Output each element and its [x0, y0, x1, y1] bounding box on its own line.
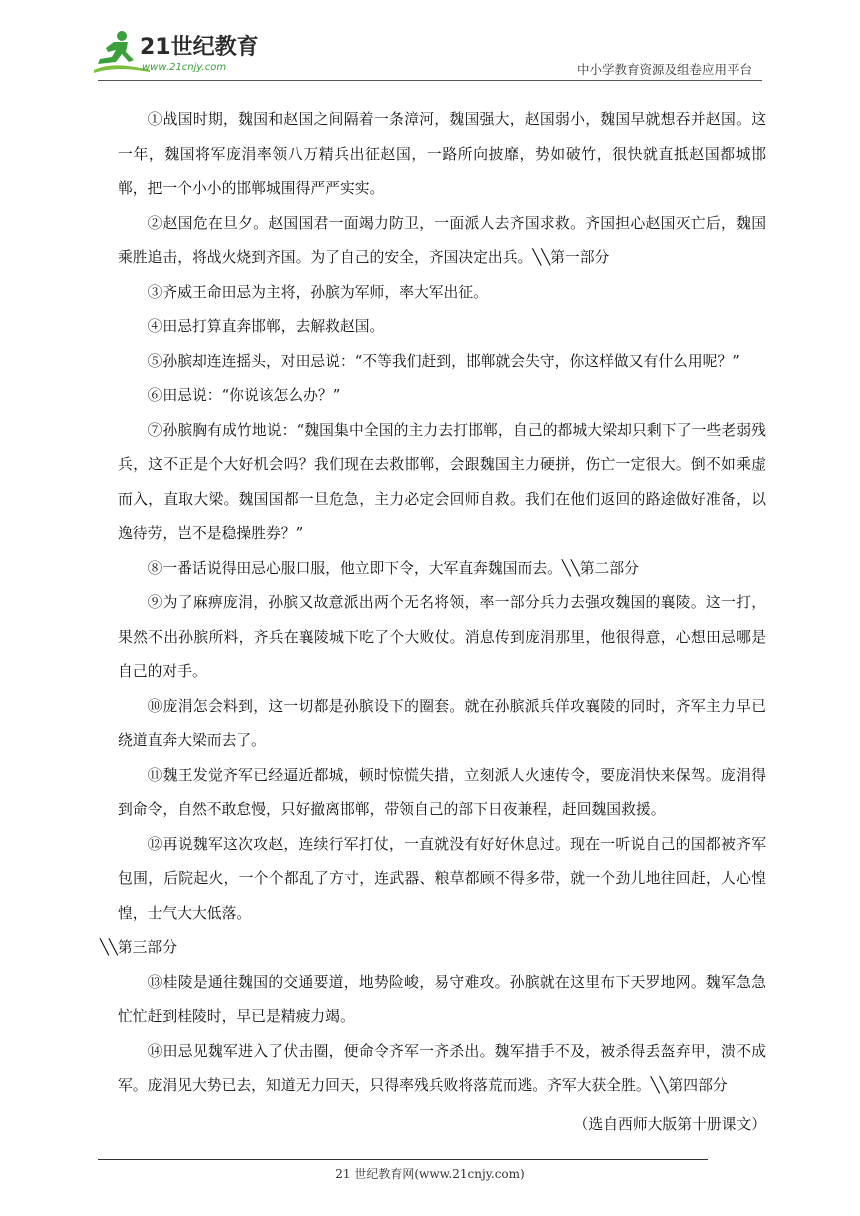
platform-name: 中小学教育资源及组卷应用平台: [576, 62, 752, 77]
paragraph-13: ⑬桂陵是通往魏国的交通要道，地势险峻，易守难攻。孙膑就在这里布下天罗地网。魏军急急忙忙赶到桂陵时，早已是精疲力竭。: [118, 973, 766, 1025]
logo-url-text: www.21cnjy.com: [142, 62, 227, 73]
paragraph-9: ⑨为了麻痹庞涓，孙膑又故意派出两个无名将领，率一部分兵力去强攻魏国的襄陵。这一打，果然不出孙膑所料，齐兵在襄陵城下吃了个大败仗。消息传到庞涓那里，他很得意，心想田忌哪是自己的对手。: [118, 594, 766, 680]
logo-21cnjy: [92, 26, 262, 80]
paragraph-3: ③齐威王命田忌为主将，孙膑为军师，率大军出征。: [147, 283, 488, 301]
paragraph-6: ⑥田忌说：“你说该怎么办？”: [147, 387, 341, 404]
paragraph-2: ②赵国危在旦夕。赵国国君一面竭力防卫，一面派人去齐国求救。齐国担心赵国灭亡后，魏国乘胜追击，将战火烧到齐国。为了自己的安全，齐国决定出兵。╲╲第一部分: [118, 214, 766, 266]
page-header: [0, 0, 860, 90]
section-3-marker: ╲╲第三部分: [100, 939, 178, 956]
page-footer: 21 世纪教育网(www.21cnjy.com): [335, 1167, 525, 1181]
source-citation: （选自西师大版第十册课文）: [573, 1115, 766, 1133]
paragraph-10: ⑩庞涓怎会料到，这一切都是孙膑设下的圈套。就在孙膑派兵佯攻襄陵的同时，齐军主力早已绕道直奔大梁而去了。: [118, 697, 766, 749]
article-body: [100, 103, 766, 1142]
paragraph-11: ⑪魏王发觉齐军已经逼近都城，顿时惊慌失措，立刻派人火速传令，要庞涓快来保驾。庞涓得到命令，自然不敢怠慢，只好撤离邯郸，带领自己的部下日夜兼程，赶回魏国救援。: [118, 766, 766, 818]
paragraph-8: ⑧一番话说得田忌心服口服，他立即下令，大军直奔魏国而去。╲╲第二部分: [147, 559, 639, 577]
logo-main-text: 21世纪教育: [140, 35, 259, 60]
paragraph-14: ⑭田忌见魏军进入了伏击圈，便命令齐军一齐杀出。魏军措手不及，被杀得丢盔弃甲，溃不成军。庞涓见大势已去，知道无力回天，只得率残兵败将落荒而逃。齐军大获全胜。╲╲第四部分: [118, 1042, 766, 1094]
paragraph-1: ①战国时期，魏国和赵国之间隔着一条漳河，魏国强大，赵国弱小，魏国早就想吞并赵国。这一年，魏国将军庞涓率领八万精兵出征赵国，一路所向披靡，势如破竹，很快就直抵赵国都城邯郸，把一个小小的邯郸城围得严严实实。: [118, 111, 766, 197]
header-divider: [98, 80, 762, 81]
paragraph-4: ④田忌打算直奔邯郸，去解救赵国。: [147, 318, 385, 335]
paragraph-12: ⑫再说魏军这次攻赵，连续行军打仗，一直就没有好好休息过。现在一听说自己的国都被齐军包围，后院起火，一个个都乱了方寸，连武器、粮草都顾不得多带，就一个劲儿地往回赶，人心惶惶，士气大大低落。: [118, 835, 766, 922]
paragraph-5: ⑤孙膑却连连摇头，对田忌说：“不等我们赶到，邯郸就会失守，你这样做又有什么用呢？”: [147, 352, 740, 370]
footer-divider: [98, 1159, 708, 1160]
paragraph-7: ⑦孙膑胸有成竹地说：“魏国集中全国的主力去打邯郸，自己的都城大梁却只剩下了一些老弱残兵，这不正是个大好机会吗？我们现在去救邯郸，会跟魏国主力硬拼，伤亡一定很大。倒不如乘虚而入，直取大梁。魏国国都一旦危急，主力必定会回师自救。我们在他们返回的路途做好准备，以逸待劳，岂不是稳操胜券？”: [118, 421, 766, 542]
